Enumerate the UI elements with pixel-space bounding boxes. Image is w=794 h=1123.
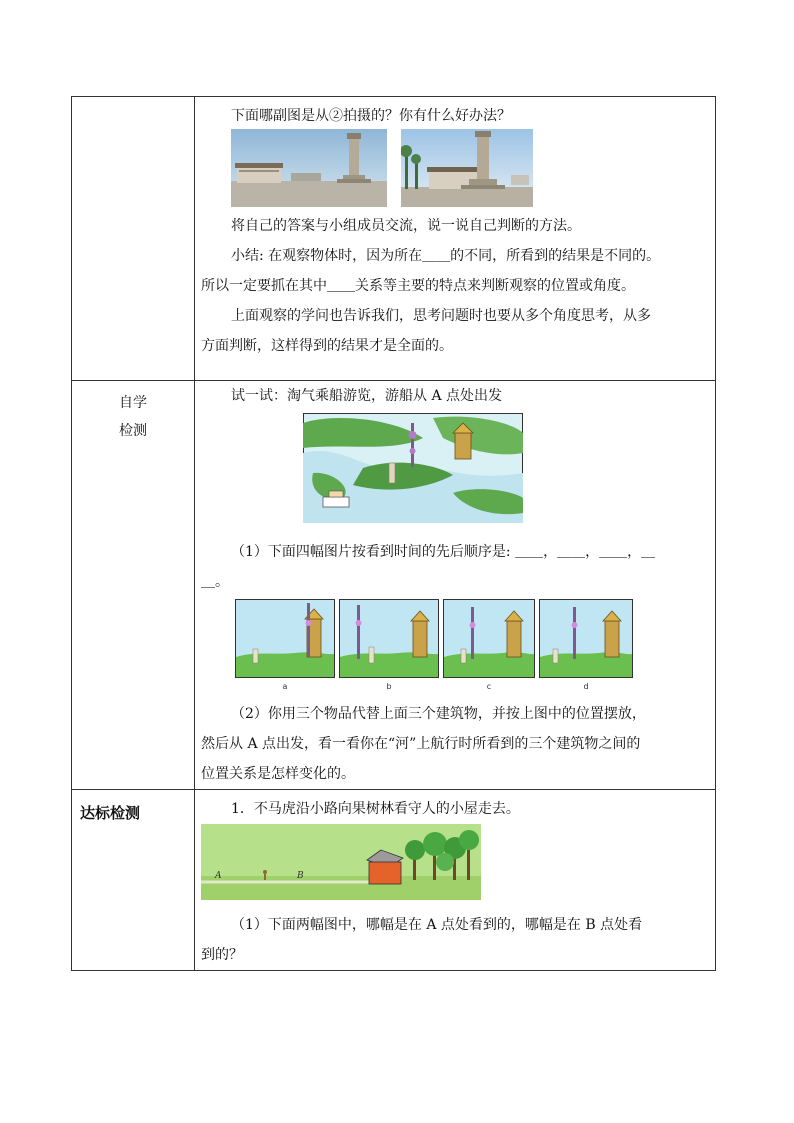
path-to-hut-image [201,824,481,900]
section3-q1-line2: 到的？ [201,947,243,963]
section1-exchange: 将自己的答案与小组成员交流，说一说自己判断的方法。 [231,218,581,234]
section2-q2-line1: （2）你用三个物品代替上面三个建筑物，并按上图中的位置摆放， [231,706,646,722]
view-image-d [539,599,633,691]
square-photo-2 [401,129,533,207]
section1-conclusion-2: 方面判断，这样得到的结果才是全面的。 [201,338,453,354]
section2-q1-line2: ＿。 [201,574,229,590]
section3-content [195,790,716,971]
standard-test-label: 达标检测 [80,804,141,822]
section2-q2-line2: 然后从 A 点出发，看一看你在“河”上航行时所看到的三个建筑物之间的 [201,736,641,752]
caption-d: d [583,682,589,691]
view-image-c [443,599,535,691]
view-sequence-images [235,599,709,691]
section1-conclusion-1: 上面观察的学问也告诉我们，思考问题时也要从多个角度思考，从多 [231,308,651,324]
row-label-self-study [72,381,195,790]
row-label-empty [72,97,195,381]
section1-summary-1: 小结: 在观察物体时，因为所在＿＿的不同，所看到的结果是不同的。 [231,248,661,264]
road-label-a: A [215,871,222,881]
table-row [72,381,716,790]
caption-c: c [486,682,492,691]
table-row [72,97,716,381]
view-image-a [235,599,335,691]
label-line-1: 自学 [119,395,147,411]
caption-a: a [282,682,288,691]
section1-question: 下面哪副图是从②拍摄的？你有什么好办法？ [231,108,511,124]
section2-content [195,381,716,790]
table-row [72,790,716,971]
section2-q2-line3: 位置关系是怎样变化的。 [201,766,355,782]
section1-content [195,97,716,381]
section3-item1: 1．不马虎沿小路向果树林看守人的小屋走去。 [231,801,520,817]
worksheet-table [71,96,716,971]
river-map-image [303,413,523,523]
section3-q1-line1: （1）下面两幅图中，哪幅是在 A 点处看到的，哪幅是在 B 点处看 [231,917,643,933]
caption-b: b [386,682,392,691]
view-image-b [339,599,439,691]
section1-summary-2: 所以一定要抓在其中＿＿关系等主要的特点来判断观察的位置或角度。 [201,278,635,294]
label-line-2: 检测 [119,423,147,439]
section2-q1-line1: （1）下面四幅图片按看到时间的先后顺序是: ＿＿，＿＿，＿＿，＿ [231,544,656,560]
square-photo-1 [231,129,387,207]
row-label-standard-test [72,790,195,971]
road-label-b: B [297,871,304,881]
section2-intro: 试一试：淘气乘船游览，游船从 A 点处出发 [231,388,503,404]
